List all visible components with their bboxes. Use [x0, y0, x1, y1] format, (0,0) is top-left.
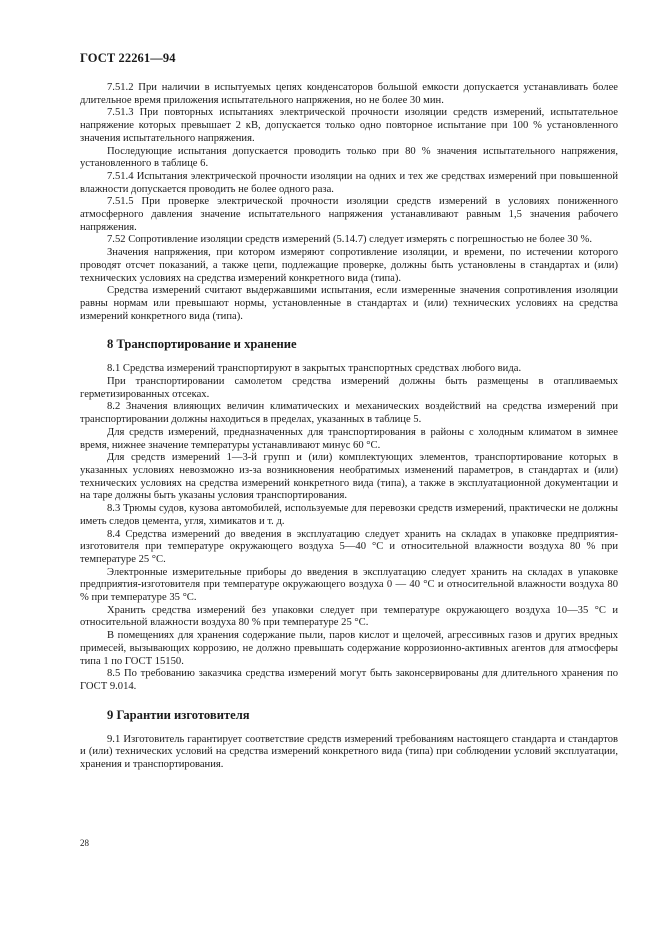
paragraph: При транспортировании самолетом средства измерений должны быть размещены в отапливаемых герметизированных отсеках. — [80, 376, 618, 400]
paragraph: 8.3 Трюмы судов, кузова автомобилей, используемые для перевозки средств измерений, практически не должны иметь следов цемента, угля, химикатов и т. д. — [80, 503, 618, 527]
paragraph: 7.51.2 При наличии в испытуемых цепях конденсаторов большой емкости допускается устанавливать более длительное время приложения испытательного напряжения, но не более 30 мин. — [80, 82, 618, 106]
paragraph: 7.51.3 При повторных испытаниях электрической прочности изоляции средств измерений, испытательное напряжение которых превышает 2 кВ, допускается только одно повторное испытание при 100 % установленного значения испытательного напряжения. — [80, 107, 618, 144]
page-content — [80, 82, 618, 772]
section-7-continued — [80, 82, 618, 323]
paragraph: 8.1 Средства измерений транспортируют в закрытых транспортных средствах любого вида. — [107, 363, 522, 375]
paragraph: 8.2 Значения влияющих величин климатических и механических воздействий на средства измерений при транспортировании должны находиться в пределах, указанных в таблице 5. — [80, 401, 618, 426]
section-9 — [80, 734, 618, 772]
section-9-heading: 9 Гарантии изготовителя — [107, 707, 250, 722]
paragraph: Для средств измерений, предназначенных для транспортирования в районы с холодным климатом в зимнее время, нижнее значение температуры устанавливают минус 60 °С. — [80, 426, 618, 451]
section-8-heading: 8 Транспортирование и хранение — [107, 337, 297, 352]
paragraph: Средства измерений считают выдержавшими испытания, если измеренные значения сопротивления изоляции равны нормам или превышают нормы, установленные в стандартах и (или) технических условиях на средства измерений конкретного вида (типа). — [80, 285, 618, 322]
paragraph: 8.4 Средства измерений до введения в эксплуатацию следует хранить на складах в упаковке предприятия-изготовителя при температуре окружающего воздуха 5—40 °С и относительной влажности воздуха 80 % при температуре 25 °С. — [80, 528, 618, 565]
page-number: 28 — [80, 838, 89, 848]
paragraph: Значения напряжения, при котором измеряют сопротивление изоляции, и времени, по истечении которого проводят отсчет показаний, а также цепи, подлежащие проверке, должны быть установлены в стандартах и (или) технических условиях на средства измерений конкретного вида (типа). — [80, 247, 618, 284]
paragraph: 7.52 Сопротивление изоляции средств измерений (5.14.7) следует измерять с погрешностью не более 30 %. — [107, 234, 593, 246]
paragraph: Хранить средства измерений без упаковки следует при температуре окружающего воздуха 10—35 °С и относительной влажности воздуха 80 % при температуре 25 °С. — [80, 604, 618, 629]
paragraph: 9.1 Изготовитель гарантирует соответствие средств измерений требованиям настоящего стандарта и стандартов и (или) технических условий на средства измерений конкретного вида (типа) при соблюдении условий эксплуатации, хранения и транспортирования. — [80, 733, 618, 771]
paragraph: 8.5 По требованию заказчика средства измерений могут быть законсервированы для длительного хранения по ГОСТ 9.014. — [80, 668, 618, 692]
section-8 — [80, 363, 618, 693]
paragraph: В помещениях для хранения содержание пыли, паров кислот и щелочей, агрессивных газов и других вредных примесей, вызывающих коррозию, не должно превышать содержание коррозионно-активных агентов для атмосферы типа 1 по ГОСТ 15150. — [80, 630, 618, 667]
paragraph: 7.51.4 Испытания электрической прочности изоляции на одних и тех же средствах измерений при повышенной влажности допускается проводить не более одного раза. — [80, 170, 618, 195]
paragraph: Последующие испытания допускается проводить только при 80 % значения испытательного напряжения, установленного в таблице 6. — [80, 145, 618, 170]
paragraph: Электронные измерительные приборы до введения в эксплуатацию следует хранить на складах в упаковке предприятия-изготовителя при температуре окружающего воздуха 0 — 40 °С и относительной влажности воздуха 80 % при температуре 35 °С. — [80, 566, 618, 604]
paragraph: Для средств измерений 1—3-й групп и (или) комплектующих элементов, транспортирование которых в указанных условиях невозможно из-за возникновения необратимых изменений параметров, в стандартах и (или) технических условиях на средства измерений конкретного вида (типа), а также в эксплуатационной документации и на таре должны быть указаны условия транспортирования. — [80, 452, 618, 502]
paragraph: 7.51.5 При проверке электрической прочности изоляции средств измерений в условиях пониженного атмосферного давления значение испытательного напряжения устанавливают равным 1,5 значения рабочего напряжения. — [80, 196, 618, 233]
page-header: ГОСТ 22261—94 — [80, 51, 176, 65]
